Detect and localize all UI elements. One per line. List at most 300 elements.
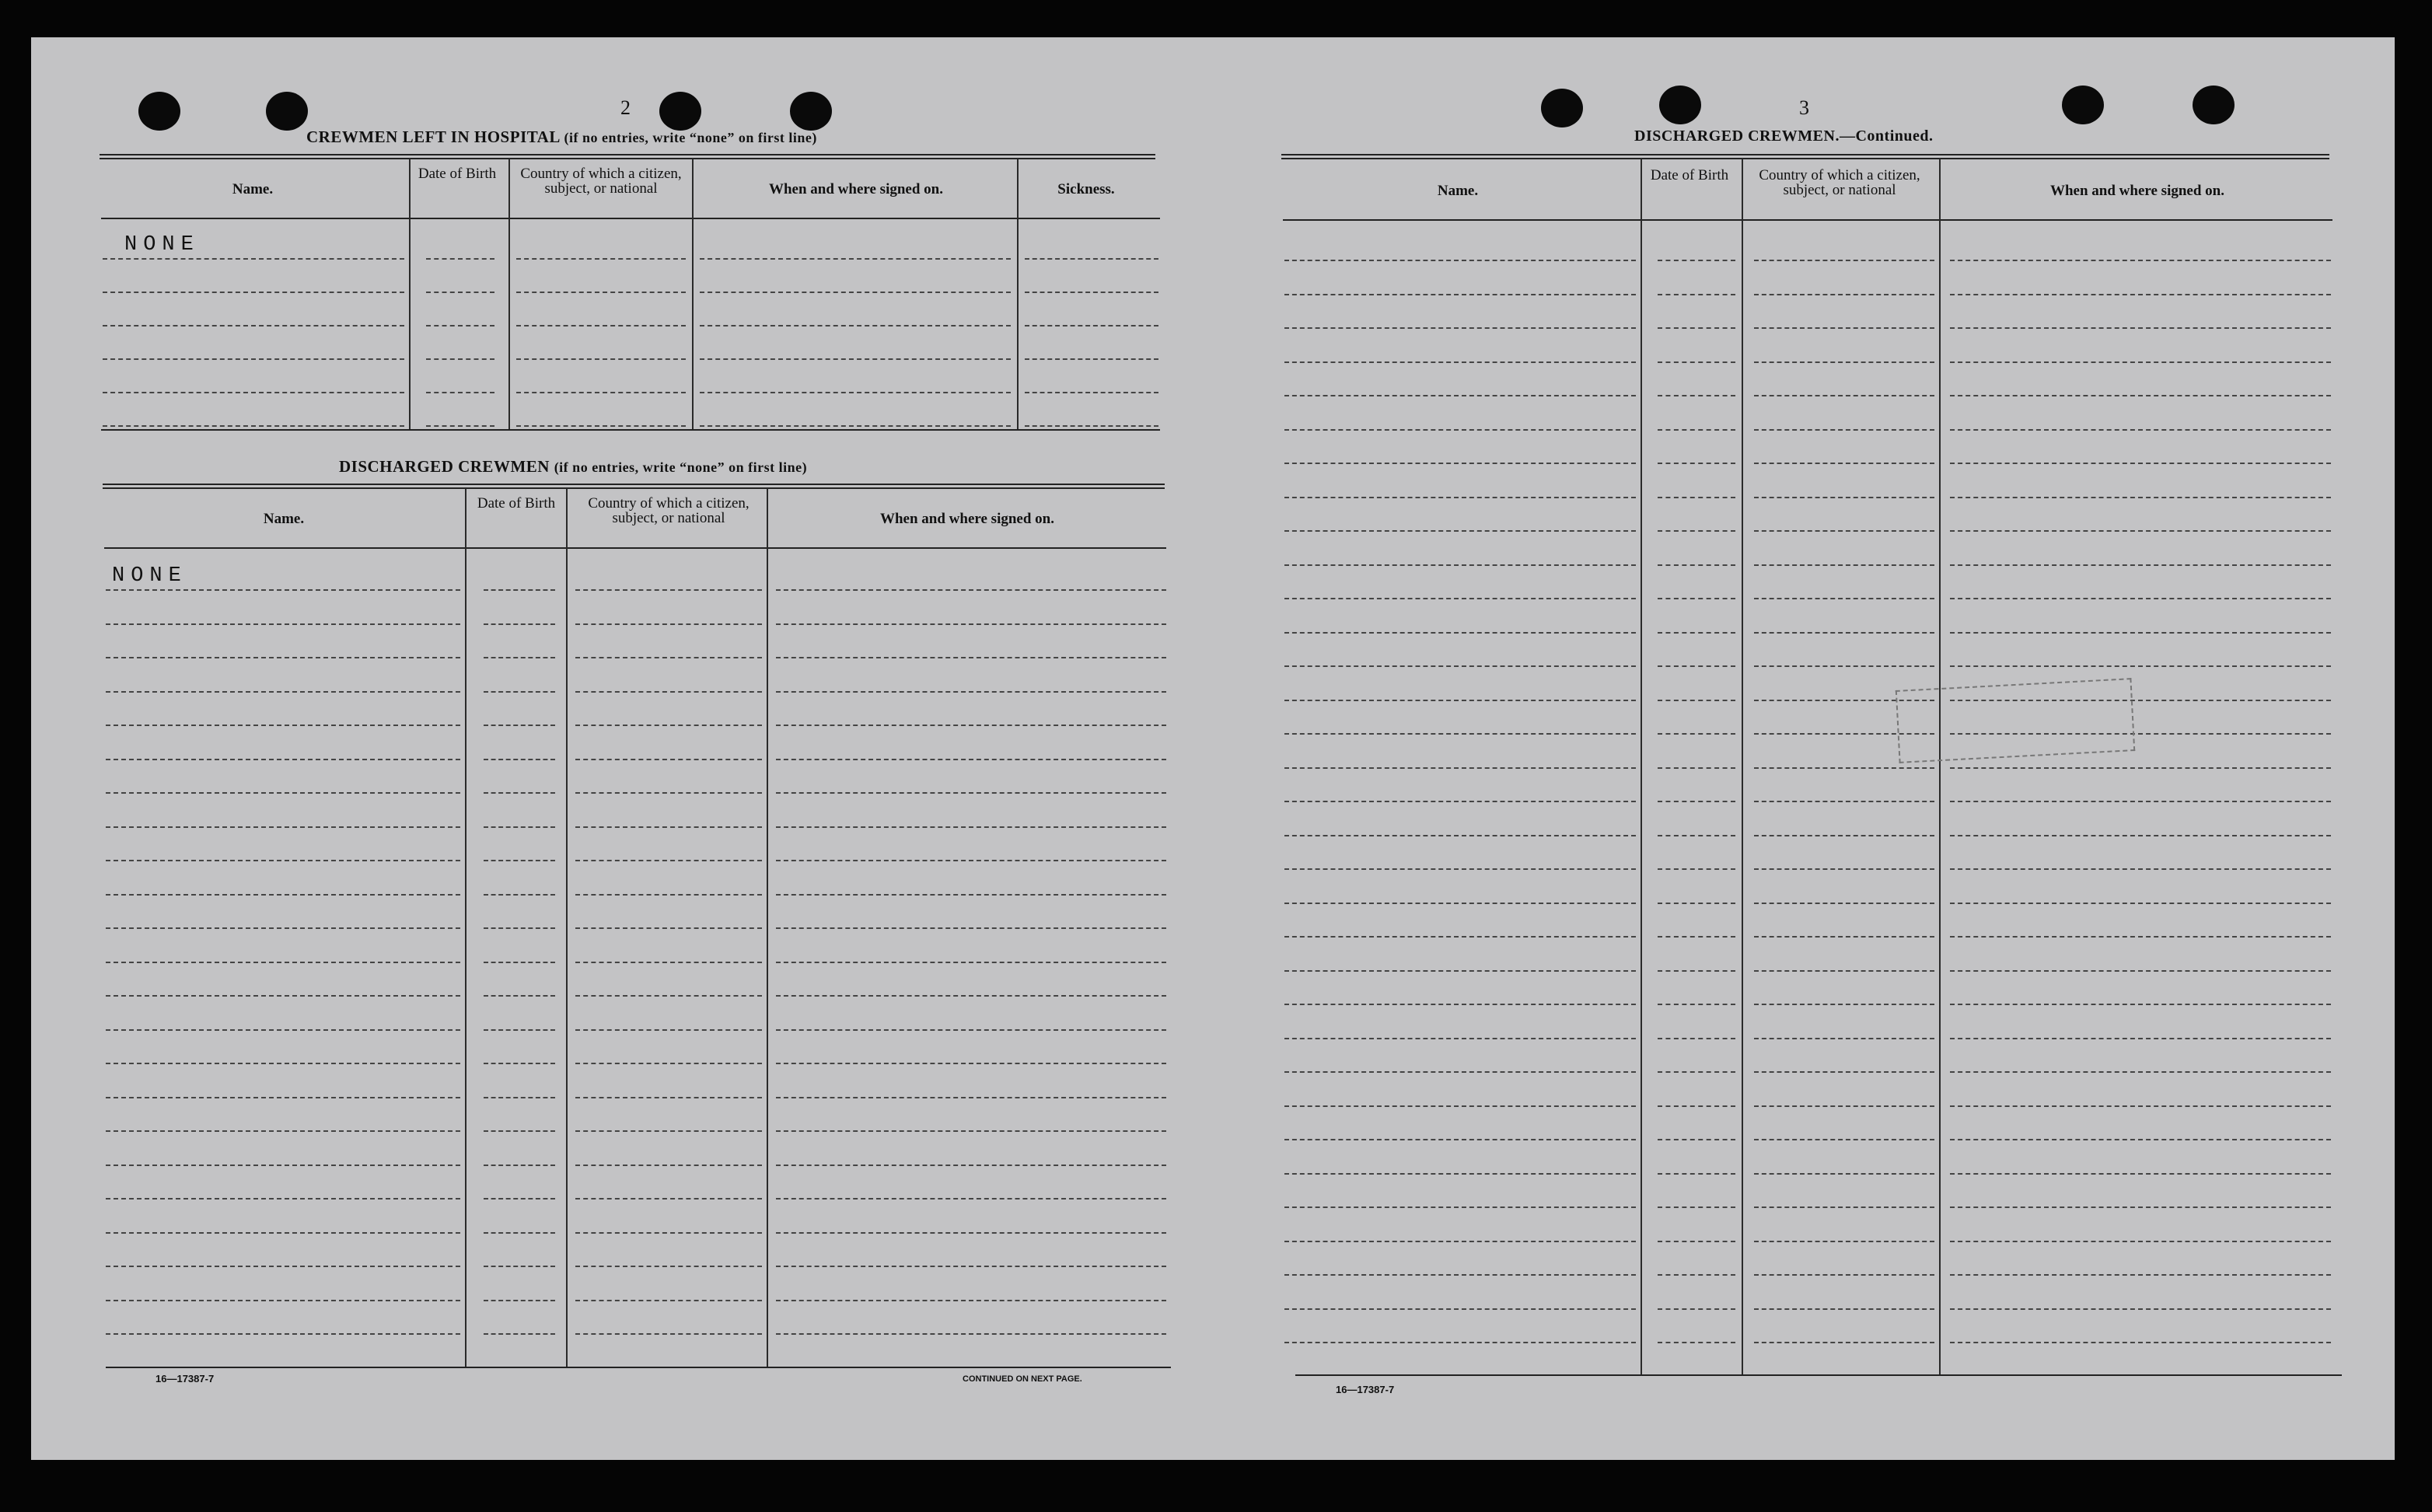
entry-line	[1950, 1071, 2331, 1073]
entry-line	[776, 1029, 1166, 1031]
entry-line	[575, 725, 762, 726]
entry-line	[575, 860, 762, 861]
entry-line	[106, 962, 460, 963]
entry-line	[1754, 1241, 1934, 1242]
entry-line	[1284, 1308, 1636, 1310]
entry-line	[575, 962, 762, 963]
entry-line	[776, 1097, 1166, 1098]
entry-line	[516, 325, 686, 326]
entry-line	[575, 1198, 762, 1199]
entry-line	[106, 826, 460, 828]
column-divider	[1742, 159, 1743, 1376]
entry-line	[1754, 564, 1934, 566]
entry-line	[1950, 767, 2331, 769]
entry-line	[1284, 395, 1636, 396]
entry-line	[776, 792, 1166, 794]
entry-line	[484, 894, 555, 896]
entry-line	[1284, 294, 1636, 295]
entry-line	[106, 725, 460, 726]
entry-line	[1950, 665, 2331, 667]
table-header-rule	[1283, 219, 2332, 221]
entry-line	[1950, 463, 2331, 464]
entry-line	[1950, 564, 2331, 566]
entry-line	[1658, 598, 1735, 599]
entry-line	[1950, 530, 2331, 532]
column-divider	[1939, 159, 1941, 1376]
entry-line	[776, 759, 1166, 760]
entry-line	[575, 691, 762, 693]
entry-line	[103, 392, 404, 393]
punch-hole	[790, 92, 832, 131]
entry-line	[1284, 868, 1636, 870]
entry-line	[700, 258, 1011, 260]
entry-line	[1950, 497, 2331, 498]
continued-note: CONTINUED ON NEXT PAGE.	[963, 1374, 1082, 1384]
discharged-section-title	[339, 457, 807, 477]
entry-line	[106, 894, 460, 896]
entry-line	[700, 392, 1011, 393]
entry-line	[1658, 564, 1735, 566]
entry-line	[1658, 936, 1735, 938]
entry-line	[1754, 1105, 1934, 1107]
col-header-country: Country of which a citizen, subject, or national	[1759, 167, 1920, 198]
entry-line	[106, 995, 460, 997]
entry-line	[1950, 632, 2331, 634]
entry-line	[776, 1063, 1166, 1064]
entry-line	[776, 623, 1166, 625]
entry-line	[1950, 1004, 2331, 1005]
entry-line	[575, 1266, 762, 1267]
punch-hole	[266, 92, 308, 131]
table-header-rule	[101, 218, 1160, 219]
entry-line	[1754, 429, 1934, 431]
punch-hole	[2193, 86, 2235, 124]
entry-line	[1754, 1206, 1934, 1208]
column-divider	[1641, 159, 1642, 1376]
entry-line	[484, 1063, 555, 1064]
entry-line	[1658, 835, 1735, 836]
entry-line	[516, 292, 686, 293]
entry-line	[1658, 1004, 1735, 1005]
discharged-continued-title: DISCHARGED CREWMEN.—Continued.	[1634, 127, 1934, 145]
entry-line	[1950, 1274, 2331, 1276]
col-header-signed-on: When and where signed on.	[2049, 183, 2224, 199]
entry-line	[1284, 1004, 1636, 1005]
entry-line	[575, 759, 762, 760]
entry-line	[776, 691, 1166, 693]
entry-line	[1754, 497, 1934, 498]
col-header-signed-on: When and where signed on.	[768, 181, 943, 197]
entry-line	[1284, 1038, 1636, 1039]
entry-line	[776, 589, 1166, 591]
entry-line	[700, 358, 1011, 360]
entry-line	[776, 894, 1166, 896]
entry-line	[1284, 361, 1636, 363]
page-number: 2	[620, 96, 631, 119]
entry-line	[1284, 903, 1636, 904]
entry-line	[776, 1333, 1166, 1335]
entry-line	[1658, 361, 1735, 363]
entry-line	[776, 1232, 1166, 1234]
entry-line	[484, 826, 555, 828]
entry-line	[575, 623, 762, 625]
entry-line	[1658, 395, 1735, 396]
entry-line	[1950, 835, 2331, 836]
entry-line	[1025, 425, 1158, 427]
entry-line	[1754, 665, 1934, 667]
column-divider	[566, 488, 568, 1367]
table-bottom-rule	[1295, 1374, 2342, 1376]
entry-line	[106, 657, 460, 658]
entry-line	[700, 425, 1011, 427]
punch-hole	[659, 92, 701, 131]
entry-line	[1658, 632, 1735, 634]
faded-stamp	[1896, 678, 2136, 763]
entry-line	[1658, 1071, 1735, 1073]
entry-line	[426, 258, 494, 260]
entry-line	[106, 1029, 460, 1031]
entry-line	[484, 1130, 555, 1132]
entry-line	[106, 860, 460, 861]
col-header-date-of-birth: Date of Birth	[477, 495, 556, 512]
entry-line	[1658, 665, 1735, 667]
table-bottom-rule	[106, 1367, 1171, 1368]
table-bottom-rule	[101, 429, 1160, 431]
entry-line	[106, 759, 460, 760]
entry-line	[1950, 903, 2331, 904]
entry-line	[1658, 497, 1735, 498]
entry-line	[1284, 767, 1636, 769]
entry-line	[516, 358, 686, 360]
entry-line	[484, 725, 555, 726]
punch-hole	[1659, 86, 1701, 124]
entry-line	[1754, 1342, 1934, 1343]
entry-line	[1284, 970, 1636, 972]
entry-line	[575, 894, 762, 896]
entry-line	[700, 325, 1011, 326]
discharged-instruction-text: (if no entries, write “none” on first line)	[554, 459, 808, 475]
entry-line	[106, 792, 460, 794]
entry-line	[1658, 1038, 1735, 1039]
entry-line	[1284, 598, 1636, 599]
hospital-instruction-text: (if no entries, write “none” on first line)	[564, 130, 817, 145]
entry-line	[1025, 392, 1158, 393]
entry-line	[426, 425, 494, 427]
hospital-title-text: CREWMEN LEFT IN HOSPITAL	[306, 127, 560, 146]
entry-line	[1025, 258, 1158, 260]
entry-line	[1284, 1206, 1636, 1208]
entry-line	[484, 1198, 555, 1199]
entry-line	[1025, 358, 1158, 360]
entry-line	[1284, 700, 1636, 701]
entry-line	[516, 392, 686, 393]
entry-line	[426, 358, 494, 360]
entry-line	[575, 657, 762, 658]
entry-line	[700, 292, 1011, 293]
entry-line	[484, 962, 555, 963]
entry-line	[1658, 1274, 1735, 1276]
entry-line	[776, 995, 1166, 997]
entry-line	[1754, 327, 1934, 329]
entry-line	[426, 292, 494, 293]
entry-line	[1658, 260, 1735, 261]
entry-line	[1658, 1206, 1735, 1208]
col-header-signed-on: When and where signed on.	[879, 511, 1054, 527]
entry-line	[484, 792, 555, 794]
entry-line	[575, 1130, 762, 1132]
column-divider	[409, 159, 411, 431]
entry-line	[106, 1232, 460, 1234]
entry-line	[484, 860, 555, 861]
entry-line	[776, 1165, 1166, 1166]
entry-line	[1284, 1071, 1636, 1073]
form-number: 16—17387-7	[1336, 1384, 1395, 1395]
entry-line	[1754, 260, 1934, 261]
table-top-rule	[100, 154, 1155, 159]
entry-line	[484, 657, 555, 658]
entry-line	[1950, 327, 2331, 329]
entry-line	[106, 1063, 460, 1064]
entry-line	[776, 927, 1166, 929]
entry-line	[776, 725, 1166, 726]
entry-line	[106, 1333, 460, 1335]
entry-line	[1754, 1038, 1934, 1039]
entry-line	[1754, 530, 1934, 532]
entry-line	[1658, 294, 1735, 295]
entry-line	[776, 1198, 1166, 1199]
entry-line	[1284, 665, 1636, 667]
entry-line	[1658, 970, 1735, 972]
entry-line	[1950, 1308, 2331, 1310]
entry-line	[106, 1198, 460, 1199]
page-number: 3	[1799, 96, 1809, 119]
entry-line	[1950, 970, 2331, 972]
entry-line	[1284, 1342, 1636, 1343]
entry-line	[575, 589, 762, 591]
entry-line	[1658, 429, 1735, 431]
hospital-name-entry: NONE	[124, 233, 200, 257]
entry-line	[575, 1232, 762, 1234]
entry-line	[1284, 936, 1636, 938]
entry-line	[1658, 1308, 1735, 1310]
entry-line	[1658, 1105, 1735, 1107]
entry-line	[776, 1266, 1166, 1267]
entry-line	[484, 1029, 555, 1031]
entry-line	[1284, 327, 1636, 329]
entry-line	[1284, 733, 1636, 735]
column-divider	[1017, 159, 1019, 431]
entry-line	[1284, 463, 1636, 464]
entry-line	[484, 1097, 555, 1098]
entry-line	[1284, 260, 1636, 261]
entry-line	[1658, 530, 1735, 532]
entry-line	[1754, 1173, 1934, 1175]
entry-line	[1658, 1173, 1735, 1175]
entry-line	[1754, 903, 1934, 904]
entry-line	[1025, 325, 1158, 326]
entry-line	[106, 589, 460, 591]
entry-line	[1284, 1139, 1636, 1140]
col-header-name: Name.	[232, 181, 274, 197]
entry-line	[1284, 801, 1636, 802]
entry-line	[1950, 1038, 2331, 1039]
entry-line	[106, 927, 460, 929]
entry-line	[1284, 1105, 1636, 1107]
entry-line	[1754, 395, 1934, 396]
entry-line	[1658, 801, 1735, 802]
entry-line	[1658, 733, 1735, 735]
entry-line	[776, 860, 1166, 861]
entry-line	[1754, 632, 1934, 634]
entry-line	[1950, 429, 2331, 431]
col-header-date-of-birth: Date of Birth	[1650, 167, 1729, 183]
entry-line	[106, 623, 460, 625]
entry-line	[103, 292, 404, 293]
entry-line	[426, 325, 494, 326]
entry-line	[1658, 1139, 1735, 1140]
entry-line	[1754, 1071, 1934, 1073]
entry-line	[1658, 868, 1735, 870]
table-top-rule	[103, 484, 1165, 489]
entry-line	[1658, 1342, 1735, 1343]
col-header-sickness: Sickness.	[1057, 181, 1115, 197]
entry-line	[776, 826, 1166, 828]
entry-line	[484, 1266, 555, 1267]
entry-line	[516, 258, 686, 260]
entry-line	[1950, 1342, 2331, 1343]
entry-line	[1658, 463, 1735, 464]
entry-line	[1950, 1139, 2331, 1140]
entry-line	[103, 425, 404, 427]
punch-hole	[138, 92, 180, 131]
entry-line	[484, 1300, 555, 1301]
entry-line	[1754, 294, 1934, 295]
punch-hole	[1541, 89, 1583, 127]
entry-line	[1284, 564, 1636, 566]
entry-line	[484, 691, 555, 693]
entry-line	[1658, 700, 1735, 701]
entry-line	[484, 759, 555, 760]
entry-line	[575, 1063, 762, 1064]
entry-line	[575, 792, 762, 794]
entry-line	[1754, 1139, 1934, 1140]
entry-line	[575, 1333, 762, 1335]
entry-line	[575, 826, 762, 828]
entry-line	[1950, 936, 2331, 938]
entry-line	[484, 589, 555, 591]
hospital-section-title	[306, 127, 817, 147]
form-number: 16—17387-7	[155, 1373, 215, 1385]
entry-line	[1950, 1206, 2331, 1208]
entry-line	[1754, 463, 1934, 464]
entry-line	[106, 1165, 460, 1166]
entry-line	[1754, 361, 1934, 363]
entry-line	[1284, 632, 1636, 634]
table-header-rule	[104, 547, 1166, 549]
column-divider	[508, 159, 510, 431]
entry-line	[1950, 395, 2331, 396]
entry-line	[1658, 903, 1735, 904]
entry-line	[1284, 1173, 1636, 1175]
entry-line	[1754, 1004, 1934, 1005]
punch-hole	[2062, 86, 2104, 124]
entry-line	[1284, 530, 1636, 532]
entry-line	[575, 1097, 762, 1098]
entry-line	[484, 995, 555, 997]
table-top-rule	[1281, 154, 2329, 159]
entry-line	[1754, 767, 1934, 769]
entry-line	[1284, 1241, 1636, 1242]
entry-line	[1950, 260, 2331, 261]
discharged-title-text: DISCHARGED CREWMEN	[339, 457, 550, 476]
entry-line	[1754, 598, 1934, 599]
entry-line	[1754, 970, 1934, 972]
entry-line	[1754, 1274, 1934, 1276]
entry-line	[484, 1165, 555, 1166]
entry-line	[575, 1300, 762, 1301]
entry-line	[484, 927, 555, 929]
entry-line	[1658, 327, 1735, 329]
entry-line	[1950, 801, 2331, 802]
entry-line	[1754, 801, 1934, 802]
entry-line	[1950, 868, 2331, 870]
entry-line	[426, 392, 494, 393]
entry-line	[1025, 292, 1158, 293]
entry-line	[103, 258, 404, 260]
entry-line	[575, 995, 762, 997]
entry-line	[1754, 1308, 1934, 1310]
entry-line	[575, 1029, 762, 1031]
entry-line	[776, 657, 1166, 658]
col-header-country: Country of which a citizen, subject, or national	[588, 495, 750, 526]
column-divider	[767, 488, 768, 1367]
entry-line	[1658, 767, 1735, 769]
entry-line	[1754, 835, 1934, 836]
entry-line	[103, 358, 404, 360]
entry-line	[106, 1266, 460, 1267]
entry-line	[484, 1333, 555, 1335]
col-header-name: Name.	[263, 511, 305, 527]
entry-line	[1284, 429, 1636, 431]
entry-line	[1950, 1105, 2331, 1107]
entry-line	[1284, 835, 1636, 836]
entry-line	[1284, 1274, 1636, 1276]
entry-line	[103, 325, 404, 326]
entry-line	[1950, 361, 2331, 363]
entry-line	[1950, 1173, 2331, 1175]
entry-line	[1754, 868, 1934, 870]
entry-line	[1950, 1241, 2331, 1242]
entry-line	[575, 927, 762, 929]
entry-line	[776, 962, 1166, 963]
entry-line	[516, 425, 686, 427]
entry-line	[1284, 497, 1636, 498]
entry-line	[1950, 294, 2331, 295]
col-header-name: Name.	[1437, 183, 1479, 199]
col-header-country: Country of which a citizen, subject, or national	[520, 166, 682, 197]
entry-line	[1754, 936, 1934, 938]
column-divider	[465, 488, 466, 1367]
discharged-name-entry: NONE	[112, 564, 187, 588]
entry-line	[1658, 1241, 1735, 1242]
column-divider	[692, 159, 694, 431]
entry-line	[776, 1300, 1166, 1301]
entry-line	[106, 1300, 460, 1301]
entry-line	[484, 623, 555, 625]
entry-line	[575, 1165, 762, 1166]
entry-line	[106, 691, 460, 693]
col-header-date-of-birth: Date of Birth	[418, 166, 497, 182]
